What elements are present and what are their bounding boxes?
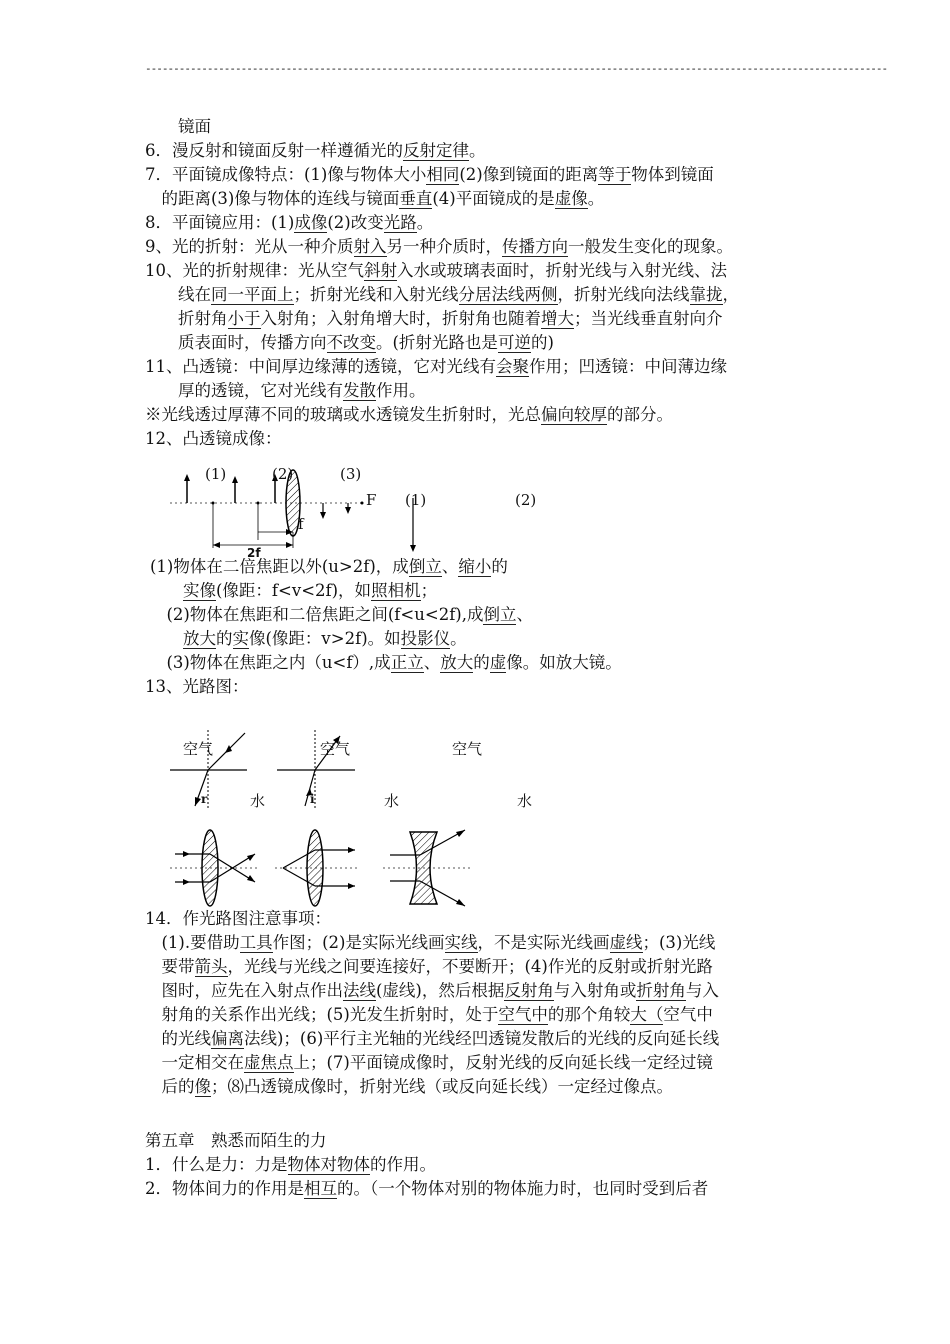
text-segment: 作用。 — [376, 381, 426, 400]
fig13-air-2: 空气 — [320, 740, 351, 758]
text-segment: 14．作光路图注意事项： — [145, 909, 331, 928]
text-line — [145, 331, 554, 355]
answer-blank: 实线 — [444, 933, 478, 952]
fig12-label-2: (2) — [272, 465, 294, 483]
text-segment: (像距：f<v<2f)，如 — [216, 581, 372, 600]
text-segment: 。 — [469, 141, 486, 160]
fig12-label-F: F — [366, 491, 377, 509]
answer-blank: 不改变 — [326, 333, 376, 352]
text-segment: 的作用。 — [370, 1155, 436, 1174]
text-line — [150, 603, 533, 627]
text-segment: 11、凸透镜：中间厚边缘薄的透镜，它对光线有 — [145, 357, 496, 376]
answer-blank: 像 — [194, 1077, 211, 1096]
answer-blank: 反射角 — [504, 981, 554, 1000]
text-segment: (3)物体在焦距之内（u<f）,成 — [150, 653, 391, 672]
text-segment: 。 — [587, 189, 605, 208]
fig12-label-r1: (1) — [405, 491, 427, 509]
text-segment: 上；(7)平面镜成像时，反射光线的反向延长线一定经过镜 — [293, 1053, 713, 1072]
text-segment: 、 — [423, 653, 441, 672]
text-segment: 要带 — [145, 957, 195, 976]
text-line — [145, 1153, 436, 1177]
text-line — [150, 579, 437, 603]
answer-blank: 斜射 — [364, 261, 397, 280]
text-segment: ，光线与光线之间要连接好，不要断开；(4)作光的反射或折射光路 — [227, 957, 713, 976]
text-segment: 另一种介质时， — [386, 237, 502, 256]
text-segment: 入水或玻璃表面时，折射光线与入射光线、法 — [397, 261, 727, 280]
answer-blank: 箭头 — [194, 957, 228, 976]
answer-blank: 照相机 — [371, 581, 421, 600]
text-segment: (4)平面镜成的是 — [432, 189, 555, 208]
answer-blank: 缩小 — [458, 557, 492, 576]
text-segment: 与入射角或 — [553, 981, 637, 1000]
answer-blank: 光路 — [383, 213, 417, 232]
text-segment: (2)像到镜面的距离 — [459, 165, 599, 184]
text-segment: (2)改变 — [327, 213, 384, 232]
text-line — [145, 379, 426, 403]
text-line — [145, 139, 486, 163]
text-segment: 。 — [450, 629, 467, 648]
text-segment: 后的 — [145, 1077, 195, 1096]
text-segment — [150, 581, 183, 600]
text-segment: 的 — [216, 629, 233, 648]
answer-blank: 放大 — [440, 653, 474, 672]
text-line — [145, 675, 249, 699]
separator-line: ------------------------------------------------------------------------------------------------------------------------------------ — [145, 62, 888, 75]
text-segment: 2．物体间力的作用是 — [145, 1179, 304, 1198]
text-segment: 与入 — [685, 981, 719, 1000]
answer-blank: 放大 — [183, 629, 216, 648]
text-line — [145, 403, 673, 427]
answer-blank: 大（ — [630, 1005, 664, 1024]
text-segment: 的那个角较 — [547, 1005, 631, 1024]
text-line — [145, 907, 331, 931]
fig12-label-3: (3) — [340, 465, 362, 483]
text-segment: (1).要借助 — [145, 933, 240, 952]
text-line — [145, 187, 604, 211]
answer-blank: 小于 — [227, 309, 261, 328]
text-line — [145, 931, 715, 955]
text-line — [145, 307, 723, 331]
answer-blank: 等于 — [598, 165, 632, 184]
answer-blank: 工具 — [239, 933, 273, 952]
text-segment: 的 — [473, 653, 490, 672]
answer-blank: 相同 — [426, 165, 460, 184]
text-segment: (2)物体在焦距和二倍焦距之间(f<u<2f),成 — [150, 605, 484, 624]
fig13-water-2: 水 — [384, 792, 400, 810]
text-segment: 10、光的折射规律：光从空气 — [145, 261, 364, 280]
text-line — [145, 1177, 708, 1201]
text-segment: 作用；凹透镜：中间薄边缘 — [529, 357, 727, 376]
text-line — [145, 955, 713, 979]
text-line — [145, 115, 211, 139]
answer-blank: 折射角 — [636, 981, 686, 1000]
text-segment: 入射角；入射角增大时，折射角也随着 — [260, 309, 541, 328]
text-segment: (虚线)，然后根据 — [376, 981, 505, 1000]
text-segment: 图时，应先在入射点作出 — [145, 981, 343, 1000]
text-segment: ；(3)光线 — [642, 933, 716, 952]
answer-blank: 相互 — [304, 1179, 337, 1198]
text-line — [145, 979, 719, 1003]
text-line — [145, 1129, 327, 1153]
text-segment: 一般发生变化的现象。 — [568, 237, 733, 256]
answer-blank: 偏向较厚 — [541, 405, 607, 424]
text-segment: 质表面时，传播方向 — [145, 333, 327, 352]
text-segment: 的部分。 — [607, 405, 673, 424]
text-segment: 的光线 — [145, 1029, 211, 1048]
text-segment: 9、光的折射：光从一种介质 — [145, 237, 354, 256]
answer-blank: 偏离 — [211, 1029, 244, 1048]
answer-blank: 垂直 — [399, 189, 433, 208]
text-segment: 8．平面镜应用：(1) — [145, 213, 295, 232]
answer-blank: 射入 — [353, 237, 387, 256]
text-segment: 像。如放大镜。 — [506, 653, 622, 672]
text-segment: 像(像距：v>2f)。如 — [249, 629, 401, 648]
text-line — [145, 1051, 713, 1075]
text-line — [145, 163, 714, 187]
answer-blank: 投影仪 — [400, 629, 451, 648]
fig13-label-r: r — [201, 792, 208, 806]
text-segment: 的) — [530, 333, 554, 352]
fig12-label-r2: (2) — [515, 491, 537, 509]
text-segment: 7．平面镜成像特点：(1)像与物体大小 — [145, 165, 427, 184]
text-segment: 一定相交在 — [145, 1053, 244, 1072]
text-segment: ，折射光线向法线 — [557, 285, 690, 304]
text-segment: 物体到镜面 — [631, 165, 714, 184]
text-segment: 6．漫反射和镜面反射一样遵循光的 — [145, 141, 403, 160]
answer-blank: 可逆 — [497, 333, 531, 352]
answer-blank: 空气中 — [498, 1005, 548, 1024]
text-segment: 作图；(2)是实际光线画 — [272, 933, 445, 952]
text-segment: ；⑻凸透镜成像时，折射光线（或反向延长线）一定经过像点。 — [211, 1077, 673, 1096]
text-segment: 法线)；(6)平行主光轴的光线经凹透镜发散后的光线的反向延长线 — [244, 1029, 720, 1048]
fig13-air-1: 空气 — [183, 740, 214, 758]
answer-blank: 反射定律 — [403, 141, 469, 160]
answer-blank: 实 — [232, 629, 249, 648]
fig12-label-f: f — [298, 515, 304, 533]
text-segment — [150, 629, 183, 648]
text-line — [145, 235, 733, 259]
answer-blank: 倒立 — [483, 605, 517, 624]
answer-blank: 正立 — [390, 653, 424, 672]
answer-blank: 同一平面上 — [211, 285, 294, 304]
text-segment: 13、光路图： — [145, 677, 249, 696]
answer-blank: 成像 — [294, 213, 328, 232]
text-segment: 的距离(3)像与物体的连线与镜面 — [145, 189, 400, 208]
text-segment: 厚的透镜，它对光线有 — [145, 381, 343, 400]
answer-blank: 倒立 — [408, 557, 442, 576]
text-segment: 线在 — [145, 285, 211, 304]
fig13-label-i: i — [310, 792, 315, 806]
fig12-label-1: (1) — [205, 465, 227, 483]
text-segment: ，不是实际光线画 — [477, 933, 610, 952]
answer-blank: 虚线 — [609, 933, 643, 952]
text-segment: 1．什么是力：力是 — [145, 1155, 288, 1174]
text-line — [145, 211, 433, 235]
answer-blank: 发散 — [343, 381, 376, 400]
text-segment: ；当光线垂直射向介 — [574, 309, 723, 328]
text-line — [145, 355, 727, 379]
answer-blank: 实像 — [183, 581, 216, 600]
text-segment: 空气中 — [663, 1005, 713, 1024]
text-segment: 12、凸透镜成像： — [145, 429, 282, 448]
text-segment: (1)物体在二倍焦距以外(u>2f)，成 — [150, 557, 409, 576]
answer-blank: 虚 — [489, 653, 507, 672]
fig12-label-2f: 2f — [247, 546, 261, 560]
text-line — [145, 259, 727, 283]
text-segment: ； — [420, 581, 438, 600]
text-segment: 、 — [516, 605, 533, 624]
text-segment: 的 — [491, 557, 508, 576]
text-segment: 镜面 — [145, 117, 211, 136]
text-line — [145, 283, 739, 307]
text-line — [150, 627, 467, 651]
answer-blank: 虚焦点 — [244, 1053, 294, 1072]
text-line — [150, 651, 622, 675]
text-line — [145, 427, 282, 451]
fig13-water-1: 水 — [250, 792, 266, 810]
text-line — [145, 1003, 713, 1027]
answer-blank: 法线 — [343, 981, 376, 1000]
text-segment: 。 — [416, 213, 434, 232]
text-segment: 。(折射光路也是 — [376, 333, 498, 352]
fig13-air-3: 空气 — [452, 740, 483, 758]
answer-blank: 物体对物体 — [287, 1155, 370, 1174]
answer-blank: 靠拢 — [689, 285, 723, 304]
text-segment: ， — [722, 285, 739, 304]
answer-blank: 传播方向 — [502, 237, 568, 256]
text-segment: 折射角 — [145, 309, 228, 328]
text-segment: ※光线透过厚薄不同的玻璃或水透镜发生折射时，光总 — [145, 405, 541, 424]
answer-blank: 分居法线两侧 — [458, 285, 558, 304]
text-line — [145, 1075, 673, 1099]
answer-blank: 增大 — [541, 309, 574, 328]
fig13-water-3: 水 — [517, 792, 533, 810]
answer-blank: 会聚 — [496, 357, 529, 376]
lens-ray-diagrams — [165, 820, 475, 910]
text-segment: ；折射光线和入射光线 — [293, 285, 459, 304]
text-segment: 的。（一个物体对别的物体施力时，也同时受到后者 — [337, 1179, 709, 1198]
text-line — [145, 1027, 719, 1051]
text-segment: 射角的关系作出光线；(5)光发生折射时，处于 — [145, 1005, 499, 1024]
text-segment: 第五章 熟悉而陌生的力 — [145, 1131, 327, 1150]
answer-blank: 虚像 — [554, 189, 588, 208]
text-segment: 、 — [441, 557, 459, 576]
